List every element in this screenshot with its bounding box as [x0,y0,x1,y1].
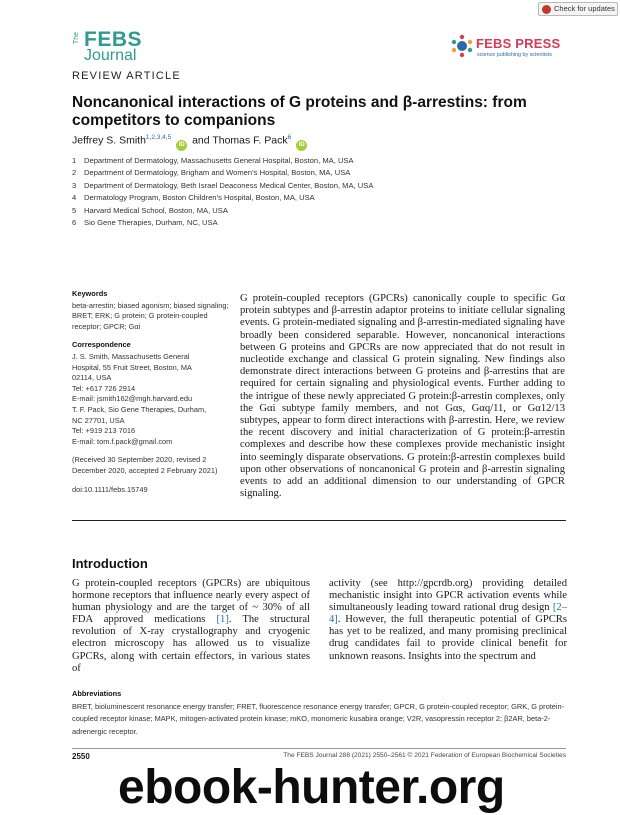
sidebar-metadata [72,289,232,495]
affiliation-text: Dermatology Program, Boston Children’s Hospital, Boston, MA, USA [84,193,315,203]
author-name: Jeffrey S. Smith [72,134,146,147]
correspondence-email[interactable]: E-mail: tom.f.pack@gmail.com [72,436,173,446]
affiliation-text: Harvard Medical School, Boston, MA, USA [84,205,228,215]
febs-press-tagline: science publishing by scientists [477,52,552,58]
affiliation-number: 4 [72,193,77,203]
correspondence-line: Tel: +919 213 7016 [72,426,136,436]
affiliation-item [72,205,373,217]
doi-link[interactable]: doi:10.1111/febs.15749 [72,484,148,494]
body-text: activity (see http://gpcrdb.org) providing detailed mechanistic insight into GPCR activation events while simultaneously leading toward rational drug design [329,578,567,614]
body-text: . However, the full therapeutic potential of GPCRs has yet to be realized, and many promising preclinical drug candidates fail to provide clinical benefit for unknown reasons. Insights into the spectrum and [329,614,567,662]
article-type: REVIEW ARTICLE [72,70,181,82]
orcid-icon[interactable]: iD [296,140,307,151]
affiliation-number: 1 [72,156,77,165]
correspondence-line: J. S. Smith, Massachusetts General [72,351,190,361]
correspondence-line: Tel: +617 726 2914 [72,383,136,393]
affiliation-number: 5 [72,205,77,215]
affiliation-number: 2 [72,168,77,178]
orcid-icon[interactable]: iD [176,140,187,151]
febs-press-name: FEBS PRESS [476,36,561,51]
body-text: G protein-coupled receptors (GPCRs) are ubiquitous hormone receptors that influence nearly every aspect of human physiology and are the target of ~ 30% of all FDA approved medications [72,578,310,626]
keywords-heading: Keywords [72,289,108,298]
abstract-text: G protein-coupled receptors (GPCRs) canonically couple to specific Gα protein subtypes and β-arrestin adaptor proteins to initiate cellular signaling events. G protein-mediated signaling and β-arrestin-mediated signaling have broadly been considered separable. However, noncanonical interactions between G proteins and GPCRs are now appreciated that do not result in nucleotide exchange and classical G protein signaling. New findings also demonstrate direct interactions between G proteins and β-arrestins that are required for certain signaling and physiological events. Further adding to the intrigue of these newly appreciated G protein:β-arrestin complexes, only the Gαi subtype family members, and not Gαs, Gαq/11, or Gα12/13 subtypes, appear to form direct interactions with β-arrestin. Here, we review the recent discovery and initial characterization of G protein:β-arrestin complexes and describe how these complexes provide mechanistic insight into seemingly disparate observations. G protein:β-arrestin complexes build upon other observations of noncanonical G protein and β-arrestin signaling events to add an additional dimension to our understanding of GPCR signaling. [240,293,565,500]
correspondence-line: NC 27701, USA [72,415,125,425]
author-list [72,134,309,151]
received-dates: (Received 30 September 2020, revised 2 December 2020, accepted 2 February 2021) [72,455,218,475]
article-title: Noncanonical interactions of G proteins and β-arrestins: from competitors to companions [72,94,527,129]
citation-link[interactable]: [2–4] [329,602,567,626]
update-icon [542,5,551,14]
febs-press-dots-icon [450,34,474,58]
author-name: Thomas F. Pack [212,134,288,147]
journal-citation-line: The FEBS Journal 288 (2021) 2550–2561 © 2021 Federation of European Biochemical Societies [283,752,566,759]
correspondence-line: T. F. Pack, Sio Gene Therapies, Durham, [72,404,207,414]
body-column-right [329,578,567,663]
affiliation-list [72,155,373,229]
introduction-heading: Introduction [72,556,148,571]
correspondence-heading: Correspondence [72,340,131,350]
page-number: 2550 [72,752,90,761]
check-for-updates-button[interactable] [538,2,618,16]
journal-logo-journal: Journal [84,47,137,64]
body-column-left [72,578,310,675]
affiliation-text: Department of Dermatology, Brigham and Women’s Hospital, Boston, MA, USA [84,168,351,178]
check-for-updates-label: Check for updates [554,4,615,13]
affiliation-text: Department of Dermatology, Beth Israel Deaconess Medical Center, Boston, MA, USA [84,180,374,190]
affiliation-number: 3 [72,180,77,190]
author-affiliation-marks[interactable]: 1,2,3,4,5 [145,134,172,141]
abbreviations-block [72,688,566,738]
affiliation-text: Department of Dermatology, Massachusetts General Hospital, Boston, MA, USA [84,156,354,165]
affiliation-item [72,155,373,167]
footer-divider [72,748,566,749]
affiliation-item [72,180,373,192]
citation-link[interactable]: [1] [216,614,229,626]
abbreviations-heading: Abbreviations [72,689,122,698]
affiliation-item [72,217,373,229]
affiliation-text: Sio Gene Therapies, Durham, NC, USA [84,218,218,228]
author-conjunction: and [189,134,213,147]
watermark-text: ebook-hunter.org [118,761,505,814]
affiliation-number: 6 [72,218,77,228]
journal-logo-the: The [73,32,80,45]
keywords-text: beta-arrestin; biased agonism; biased signaling; BRET; ERK; G protein; G protein-coupled receptor; GPCR; Gαi [72,300,229,331]
affiliation-item [72,192,373,204]
author-affiliation-marks[interactable]: 6 [287,134,292,141]
correspondence-email[interactable]: E-mail: jsmith162@mgh.harvard.edu [72,394,193,404]
journal-logo-febs: FEBS [84,28,143,51]
abstract-divider [72,520,566,521]
body-text: . The structural revolution of X-ray crystallography and cryogenic electron microscopy has allowed us to visualize GPCRs, along with certain effectors, in various states of [72,614,310,674]
affiliation-item [72,167,373,179]
correspondence-line: 02114, USA [72,373,112,383]
abbreviations-text: BRET, bioluminescent resonance energy transfer; FRET, fluorescence resonance energy transfer; GPCR, G protein-coupled receptor; GRK, G protein-coupled receptor kinase; MAPK, mitogen-activated protein kinase; mKO, monomeric kusabira orange; V2R, vasopressin receptor 2; β2AR, beta-2-adrenergic receptor. [72,701,565,736]
correspondence-line: Hospital, 55 Fruit Street, Boston, MA [72,362,192,372]
